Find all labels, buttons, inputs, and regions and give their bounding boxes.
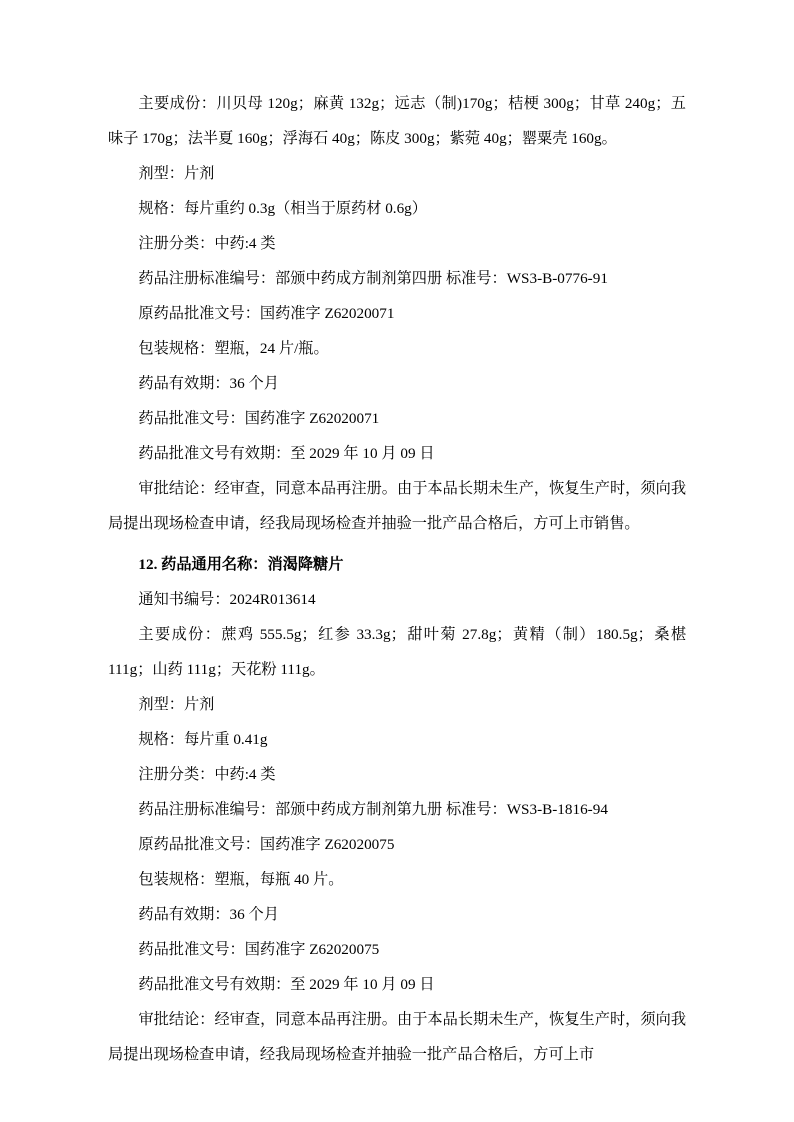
paragraph-approval-number-1: 药品批准文号：国药准字 Z62020071 [138,410,380,427]
paragraph-approval-number-2: 药品批准文号：国药准字 Z62020075 [138,941,380,958]
paragraph-original-approval-number-1: 原药品批准文号：国药准字 Z62020071 [138,305,395,322]
paragraph-conclusion-2: 审批结论：经审查，同意本品再注册。由于本品长期未生产，恢复生产时，须向我局提出现场检查申请，经我局现场检查并抽验一批产品合格后，方可上市 [108,1011,686,1063]
section-heading-12 [108,547,686,582]
paragraph-notice-number-2: 通知书编号：2024R013614 [138,591,316,608]
paragraph-dosage-form-2: 剂型：片剂 [138,696,215,713]
document-body [108,86,686,1072]
paragraph-registration-class-1: 注册分类：中药:4 类 [138,235,276,252]
paragraph-ingredients-1: 主要成份：川贝母 120g；麻黄 132g；远志（制)170g；桔梗 300g；甘草 240g；五味子 170g；法半夏 160g；浮海石 40g；陈皮 300g；紫菀 40g；罂粟壳 160g。 [108,95,686,147]
section-number-label: 12. 药品通用名称： [138,556,268,573]
paragraph-approval-validity-1: 药品批准文号有效期：至 2029 年 10 月 09 日 [138,445,435,462]
paragraph-standard-number-1: 药品注册标准编号：部颁中药成方制剂第四册 标准号：WS3-B-0776-91 [138,270,608,287]
paragraph-shelf-life-2: 药品有效期：36 个月 [138,906,279,923]
paragraph-packaging-2: 包装规格：塑瓶，每瓶 40 片。 [138,871,344,888]
paragraph-standard-number-2: 药品注册标准编号：部颁中药成方制剂第九册 标准号：WS3-B-1816-94 [138,801,608,818]
paragraph-specification-2: 规格：每片重 0.41g [138,731,268,748]
section-drug-name: 消渴降糖片 [267,556,344,573]
paragraph-original-approval-number-2: 原药品批准文号：国药准字 Z62020075 [138,836,395,853]
paragraph-ingredients-2: 主要成份：蔗鸡 555.5g；红参 33.3g；甜叶菊 27.8g；黄精（制）180.5g；桑椹 111g；山药 111g；天花粉 111g。 [108,626,686,678]
paragraph-dosage-form-1: 剂型：片剂 [138,165,215,182]
paragraph-shelf-life-1: 药品有效期：36 个月 [138,375,279,392]
paragraph-conclusion-1: 审批结论：经审查，同意本品再注册。由于本品长期未生产，恢复生产时，须向我局提出现场检查申请，经我局现场检查并抽验一批产品合格后，方可上市销售。 [108,480,686,532]
paragraph-specification-1: 规格：每片重约 0.3g（相当于原药材 0.6g） [138,200,427,217]
paragraph-registration-class-2: 注册分类：中药:4 类 [138,766,276,783]
paragraph-packaging-1: 包装规格：塑瓶，24 片/瓶。 [138,340,329,357]
paragraph-approval-validity-2: 药品批准文号有效期：至 2029 年 10 月 09 日 [138,976,435,993]
